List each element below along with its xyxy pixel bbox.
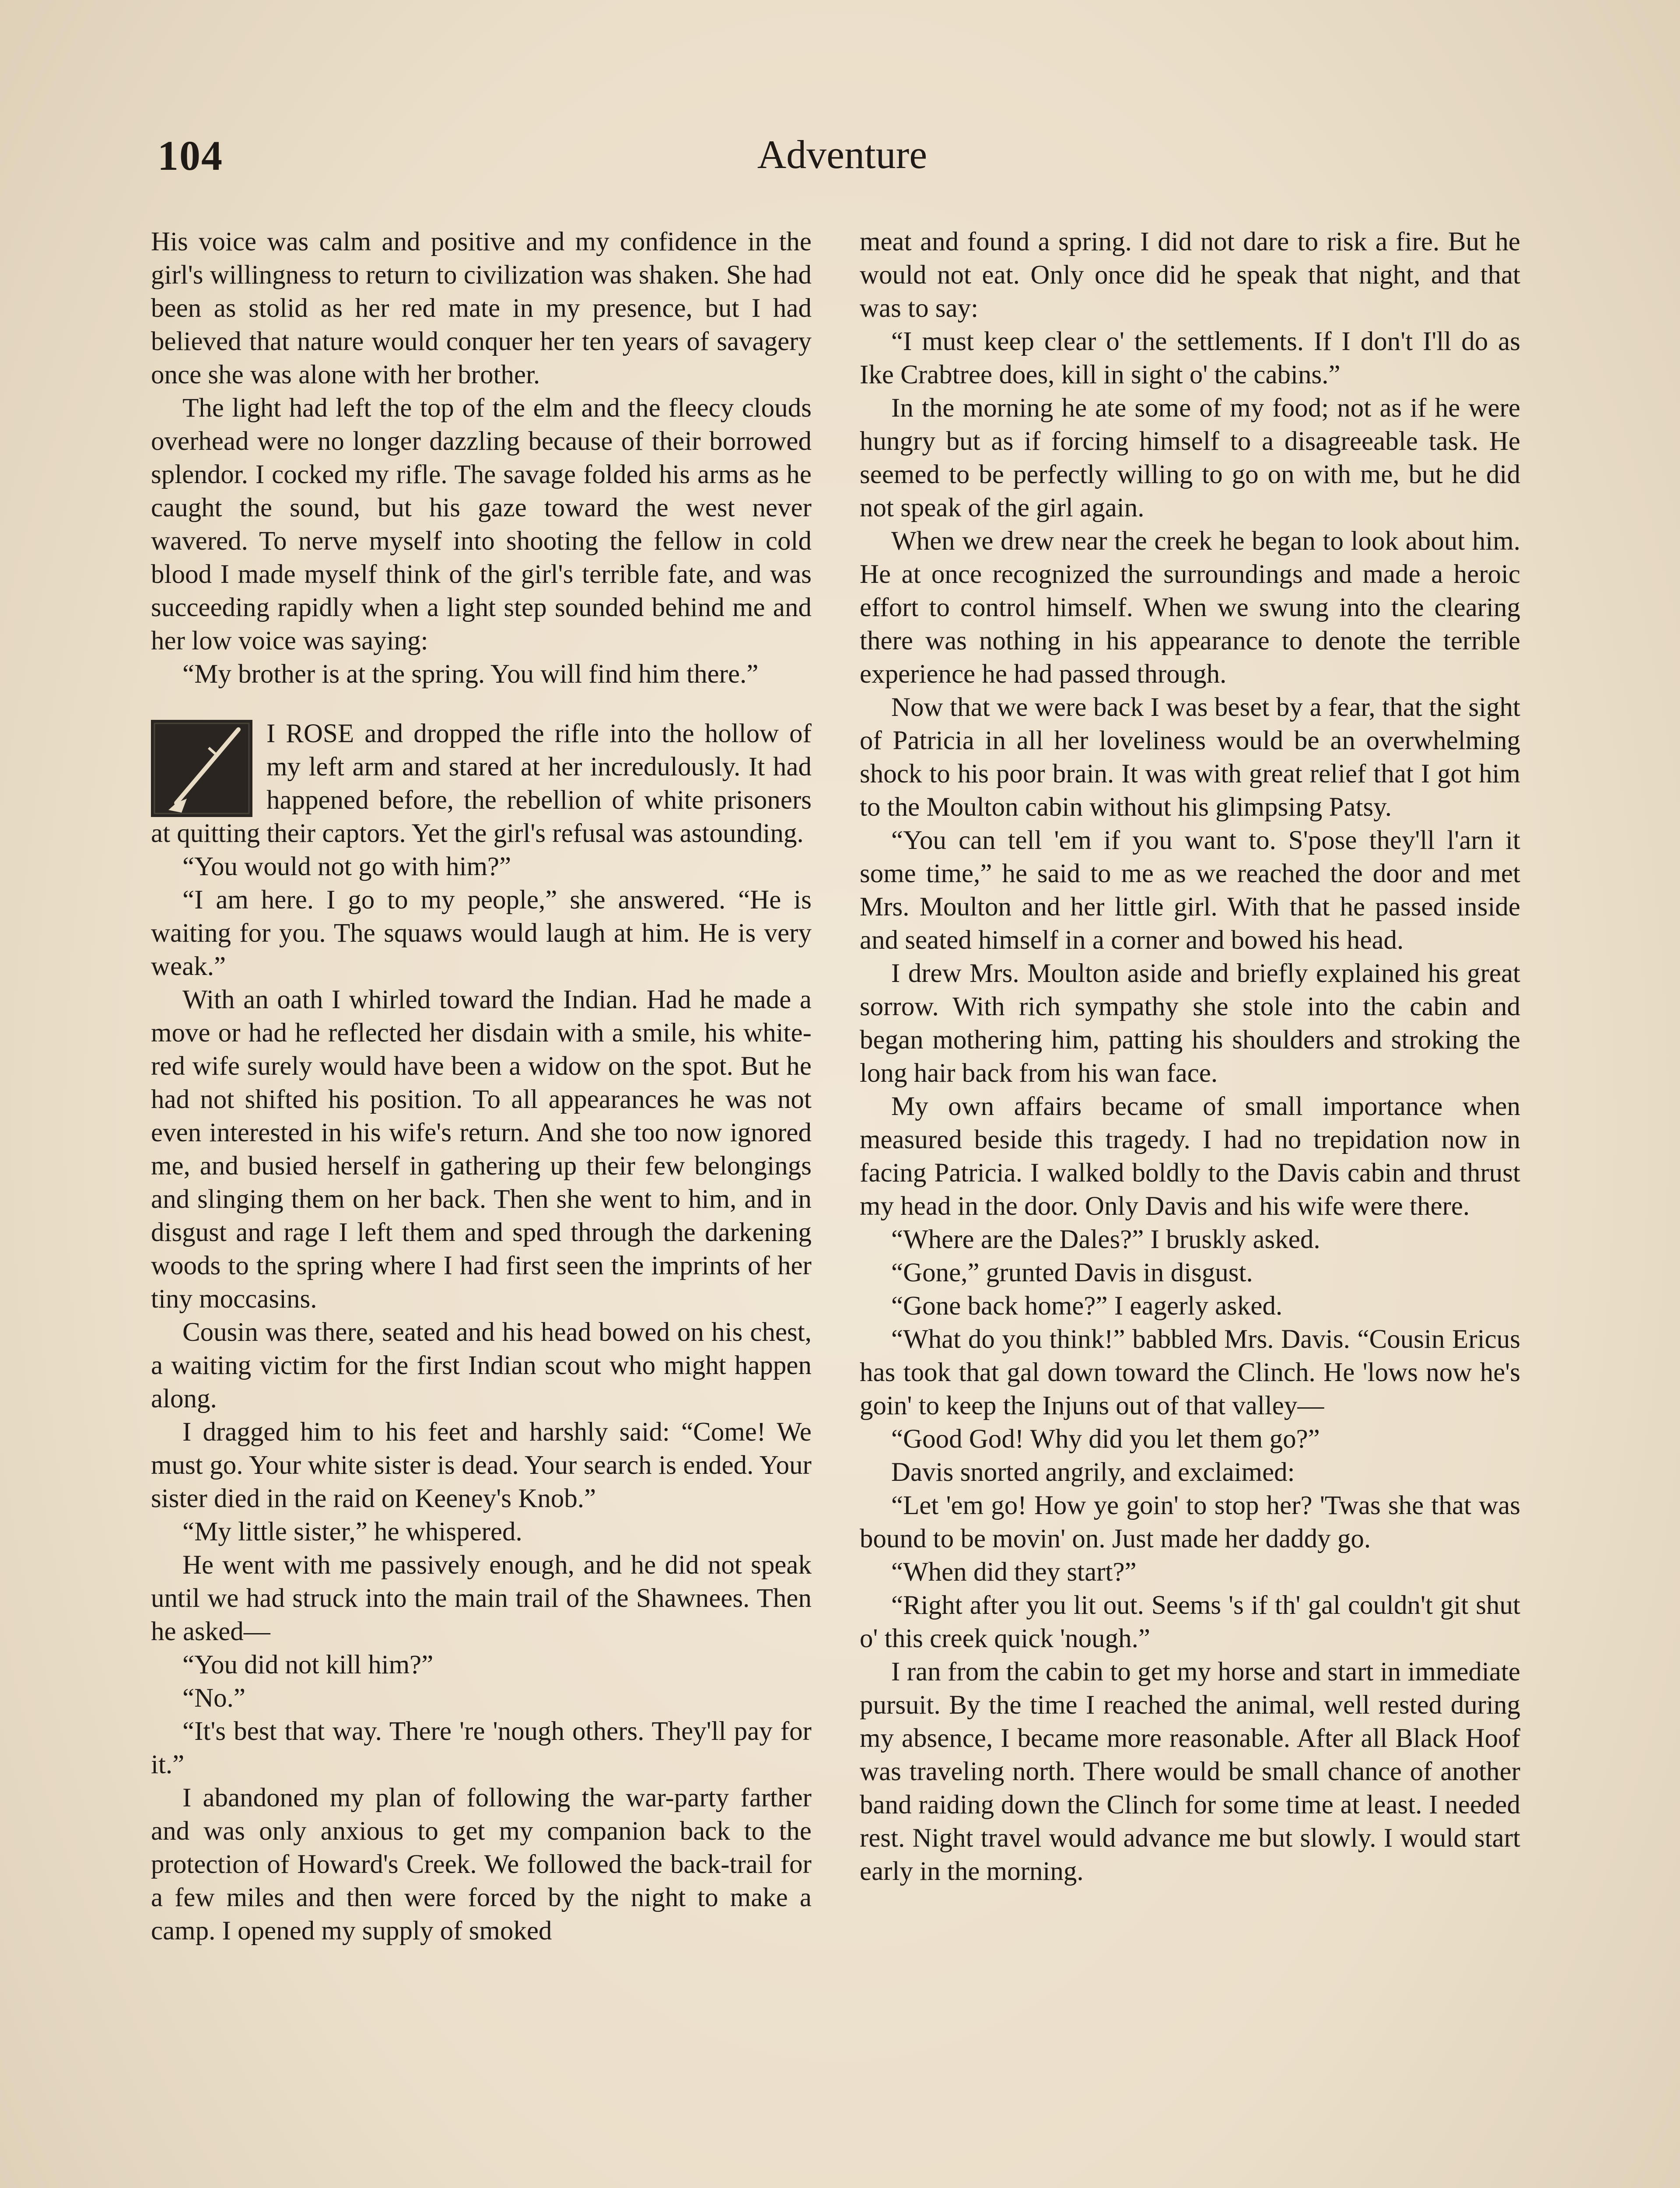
rifle-dropcap-icon (151, 720, 252, 817)
paragraph: “You did not kill him?” (182, 1650, 434, 1680)
page-number: 104 (158, 132, 223, 179)
page-header (158, 131, 1527, 193)
right-column (860, 225, 1520, 1888)
paragraph: He went with me passively enough, and he did not speak until we had struck into the main trail of the Shawnees. Then he asked— (151, 1550, 812, 1646)
left-column (151, 225, 812, 1948)
paragraph: “Where are the Dales?” I bruskly asked. (891, 1225, 1320, 1254)
paragraph: “My little sister,” he whispered. (182, 1517, 522, 1546)
paragraph: “What do you think!” babbled Mrs. Davis. “Cousin Ericus has took that gal down toward the Clinch. He 'lows now he's goin' to keep the Injuns out of that valley— (860, 1325, 1520, 1420)
paragraph: With an oath I whirled toward the Indian. Had he made a move or had he reflected her disdain with a smile, his white-red wife surely would have been a widow on the spot. But he had not shifted his position. To all appearances he was not even interested in his wife's return. And she too now ignored me, and busied herself in gathering up their few belongings and slinging them on her back. Then she went to him, and in disgust and rage I left them and sped through the darkening woods to the spring where I had first seen the imprints of her tiny moccasins. (151, 985, 812, 1314)
paragraph: “Right after you lit out. Seems 's if th' gal couldn't git shut o' this creek quick 'nough.” (860, 1591, 1520, 1653)
paragraph: “Let 'em go! How ye goin' to stop her? 'Twas she that was bound to be movin' on. Just made her daddy go. (860, 1491, 1520, 1553)
paragraph: “It's best that way. There 're 'nough others. They'll pay for it.” (151, 1717, 812, 1779)
paragraph: “I am here. I go to my people,” she answered. “He is waiting for you. The squaws would laugh at him. He is very weak.” (151, 885, 812, 981)
paragraph: “No.” (182, 1683, 245, 1713)
paragraph: “Good God! Why did you let them go?” (891, 1424, 1320, 1454)
paragraph: “You would not go with him?” (182, 852, 511, 881)
paragraph: “Gone,” grunted Davis in disgust. (891, 1258, 1253, 1287)
paragraph: Now that we were back I was beset by a fear, that the sight of Patricia in all her loveliness would be an overwhelming shock to his poor brain. It was with great relief that I got him to the Moulton cabin without his glimpsing Patsy. (860, 693, 1520, 822)
paragraph: In the morning he ate some of my food; not as if he were hungry but as if forcing himself to a disagreeable task. He seemed to be perfectly willing to go on with me, but he did not speak of the girl again. (860, 393, 1520, 522)
paragraph: I dragged him to his feet and harshly said: “Come! We must go. Your white sister is dead. Your search is ended. Your sister died in the raid on Keeney's Knob.” (151, 1417, 812, 1513)
dropcap-section (151, 717, 812, 850)
paragraph: “My brother is at the spring. You will find him there.” (182, 659, 759, 689)
paragraph: meat and found a spring. I did not dare to risk a fire. But he would not eat. Only once did he speak that night, and that was to say: (860, 227, 1520, 323)
paragraph: His voice was calm and positive and my confidence in the girl's willingness to return to civilization was shaken. She had been as stolid as her red mate in my presence, but I had believed that nature would conquer her ten years of savagery once she was alone with her brother. (151, 227, 812, 389)
paragraph: My own affairs became of small importance when measured beside this tragedy. I had no trepidation now in facing Patricia. I walked boldly to the Davis cabin and thrust my head in the door. Only Davis and his wife were there. (860, 1092, 1520, 1221)
paragraph: “Gone back home?” I eagerly asked. (891, 1291, 1283, 1321)
paragraph: I drew Mrs. Moulton aside and briefly explained his great sorrow. With rich sympathy she stole into the cabin and began mothering him, patting his shoulders and stroking the long hair back from his wan face. (860, 959, 1520, 1088)
paragraph: I abandoned my plan of following the war-party farther and was only anxious to get my companion back to the protection of Howard's Creek. We followed the back-trail for a few miles and then were forced by the night to make a camp. I opened my supply of smoked (151, 1783, 812, 1946)
paragraph: “I must keep clear o' the settlements. If I don't I'll do as Ike Crabtree does, kill in sight o' the cabins.” (860, 327, 1520, 389)
running-title: Adventure (757, 132, 928, 177)
paragraph: “When did they start?” (891, 1557, 1137, 1587)
paragraph: Cousin was there, seated and his head bowed on his chest, a waiting victim for the first Indian scout who might happen along. (151, 1318, 812, 1413)
dropcap-paragraph: I ROSE and dropped the rifle into the hollow of my left arm and stared at her incredulously. It had happened before, the rebellion of white prisoners at quitting their captors. Yet the girl's refusal was astounding. (151, 719, 812, 848)
paragraph: When we drew near the creek he began to look about him. He at once recognized the surroundings and made a heroic effort to control himself. When we swung into the clearing there was nothing in his appearance to denote the terrible experience he had passed through. (860, 526, 1520, 689)
paragraph: “You can tell 'em if you want to. S'pose they'll l'arn it some time,” he said to me as we reached the door and met Mrs. Moulton and her little girl. With that he passed inside and seated himself in a corner and bowed his head. (860, 826, 1520, 955)
paragraph: I ran from the cabin to get my horse and start in immediate pursuit. By the time I reached the animal, well rested during my absence, I became more reasonable. After all Black Hoof was traveling north. There would be small chance of another band raiding down the Clinch for some time at least. I needed rest. Night travel would advance me but slowly. I would start early in the morning. (860, 1657, 1520, 1886)
paragraph: The light had left the top of the elm and the fleecy clouds overhead were no longer dazzling because of their borrowed splendor. I cocked my rifle. The savage folded his arms as he caught the sound, but his gaze toward the west never wavered. To nerve myself into shooting the fellow in cold blood I made myself think of the girl's terrible fate, and was succeeding rapidly when a light step sounded behind me and her low voice was saying: (151, 393, 812, 656)
paragraph: Davis snorted angrily, and exclaimed: (891, 1458, 1295, 1487)
